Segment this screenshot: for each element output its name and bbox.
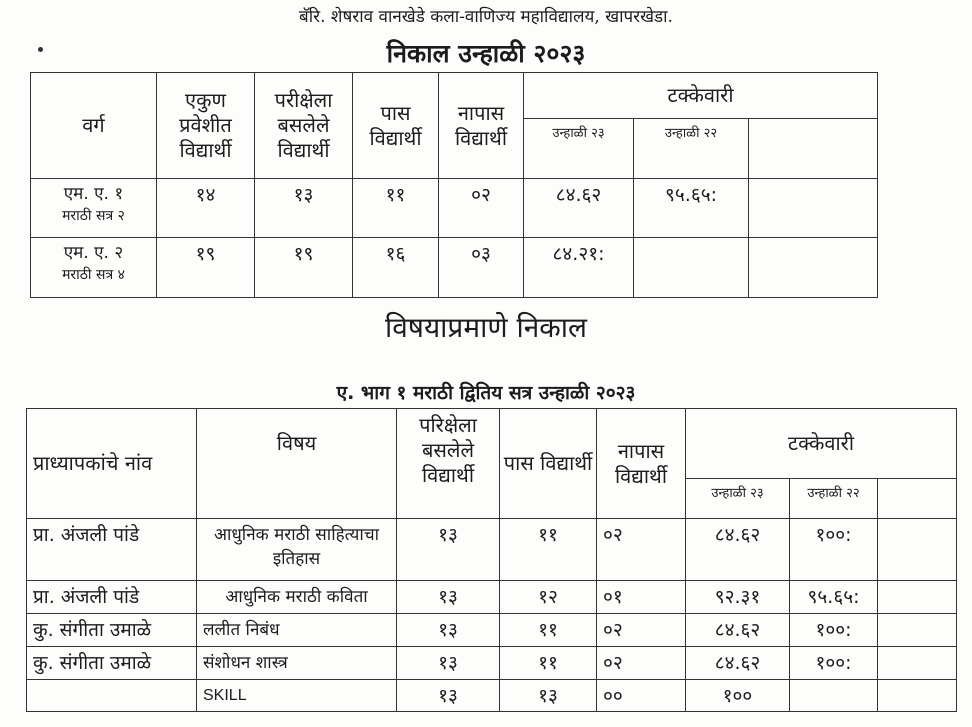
class-cell xyxy=(31,179,157,238)
subject-cell: आधुनिक मराठी कविता xyxy=(197,581,397,614)
empty-cell xyxy=(878,519,957,581)
header-summer-22: उन्हाळी २२ xyxy=(790,479,878,519)
pct22-cell: ९५.६५: xyxy=(790,581,878,614)
college-name: बॅरि. शेषराव वानखेडे कला-वाणिज्य महाविद्यालय, खापरखेडा. xyxy=(299,7,673,27)
appeared-cell: १३ xyxy=(397,647,500,680)
table2-title: ए. भाग १ मराठी द्वितिय सत्र उन्हाळी २०२३ xyxy=(336,382,636,404)
pct23-cell: ८४.६२ xyxy=(524,179,634,238)
class-semester: मराठी सत्र २ xyxy=(62,208,125,224)
passed-cell: ११ xyxy=(353,179,439,238)
appeared-cell: १३ xyxy=(255,179,353,238)
header-total-admitted: एकुण प्रवेशीत विद्यार्थी xyxy=(157,73,255,179)
pct22-cell: ९५.६५: xyxy=(634,179,749,238)
empty-cell xyxy=(878,479,957,519)
failed-cell: ०२ xyxy=(439,179,524,238)
subject-cell: आधुनिक मराठी साहित्याचा इतिहास xyxy=(197,519,397,581)
pct22-cell xyxy=(634,238,749,298)
class-name: एम. ए. २ xyxy=(63,243,124,263)
teacher-cell xyxy=(27,680,197,712)
pct22-cell: १००: xyxy=(790,647,878,680)
empty-cell xyxy=(878,647,957,680)
passed-cell: १२ xyxy=(500,581,597,614)
subject-wise-title: विषयाप्रमाणे निकाल xyxy=(384,311,588,344)
header-appeared: परीक्षेला बसलेले विद्यार्थी xyxy=(255,73,353,179)
header-failed: नापास विद्यार्थी xyxy=(439,73,524,179)
pct22-cell: १००: xyxy=(790,614,878,647)
header-subject: विषय xyxy=(197,409,397,519)
subject-cell: SKILL xyxy=(197,680,397,712)
class-result-table xyxy=(30,72,878,298)
passed-cell: ११ xyxy=(500,614,597,647)
passed-cell: १६ xyxy=(353,238,439,298)
teacher-cell: प्रा. अंजली पांडे xyxy=(27,519,197,581)
header-failed: नापास विद्यार्थी xyxy=(597,409,686,519)
teacher-cell: कु. संगीता उमाळे xyxy=(27,647,197,680)
class-name: एम. ए. १ xyxy=(63,184,124,204)
table-row xyxy=(31,179,878,238)
appeared-cell: १३ xyxy=(397,680,500,712)
class-semester: मराठी सत्र ४ xyxy=(62,267,125,283)
teacher-cell: प्रा. अंजली पांडे xyxy=(27,581,197,614)
table-row xyxy=(31,238,878,298)
failed-cell: ०२ xyxy=(597,614,686,647)
header-summer-23: उन्हाळी २३ xyxy=(686,479,790,519)
table-row xyxy=(27,647,957,680)
appeared-cell: १३ xyxy=(397,519,500,581)
result-title: निकाल उन्हाळी २०२३ xyxy=(386,39,586,68)
header-class: वर्ग xyxy=(31,73,157,179)
appeared-cell: १३ xyxy=(397,581,500,614)
table-row xyxy=(27,519,957,581)
table-row xyxy=(27,614,957,647)
empty-cell xyxy=(749,179,878,238)
failed-cell: ०१ xyxy=(597,581,686,614)
header-passed: पास विद्यार्थी xyxy=(353,73,439,179)
header-percentage: टक्केवारी xyxy=(524,73,878,119)
subject-cell: ललीत निबंध xyxy=(197,614,397,647)
header-appeared: परिक्षेला बसलेले विद्यार्थी xyxy=(397,409,500,519)
passed-cell: ११ xyxy=(500,519,597,581)
pct23-cell: ८४.६२ xyxy=(686,519,790,581)
pct23-cell: १०० xyxy=(686,680,790,712)
empty-cell xyxy=(749,119,878,179)
pct23-cell: ८४.२१: xyxy=(524,238,634,298)
class-cell xyxy=(31,238,157,298)
header-summer-23: उन्हाळी २३ xyxy=(524,119,634,179)
pct23-cell: ८४.६२ xyxy=(686,614,790,647)
table-row xyxy=(27,581,957,614)
header-passed: पास विद्यार्थी xyxy=(500,409,597,519)
table-row xyxy=(27,680,957,712)
failed-cell: ०२ xyxy=(597,519,686,581)
header-summer-22: उन्हाळी २२ xyxy=(634,119,749,179)
pct22-cell xyxy=(790,680,878,712)
appeared-cell: १९ xyxy=(255,238,353,298)
failed-cell: ०२ xyxy=(597,647,686,680)
total-cell: १४ xyxy=(157,179,255,238)
failed-cell: ०३ xyxy=(439,238,524,298)
empty-cell xyxy=(878,680,957,712)
pct23-cell: ८४.६२ xyxy=(686,647,790,680)
failed-cell: ०० xyxy=(597,680,686,712)
empty-cell xyxy=(878,581,957,614)
empty-cell xyxy=(878,614,957,647)
pct22-cell: १००: xyxy=(790,519,878,581)
passed-cell: ११ xyxy=(500,647,597,680)
subject-result-table xyxy=(26,408,957,712)
pct23-cell: ९२.३१ xyxy=(686,581,790,614)
passed-cell: १३ xyxy=(500,680,597,712)
total-cell: १९ xyxy=(157,238,255,298)
empty-cell xyxy=(749,238,878,298)
teacher-cell: कु. संगीता उमाळे xyxy=(27,614,197,647)
header-teacher: प्राध्यापकांचे नांव xyxy=(27,409,197,519)
header-percentage: टक्केवारी xyxy=(686,409,957,479)
appeared-cell: १३ xyxy=(397,614,500,647)
subject-cell: संशोधन शास्त्र xyxy=(197,647,397,680)
